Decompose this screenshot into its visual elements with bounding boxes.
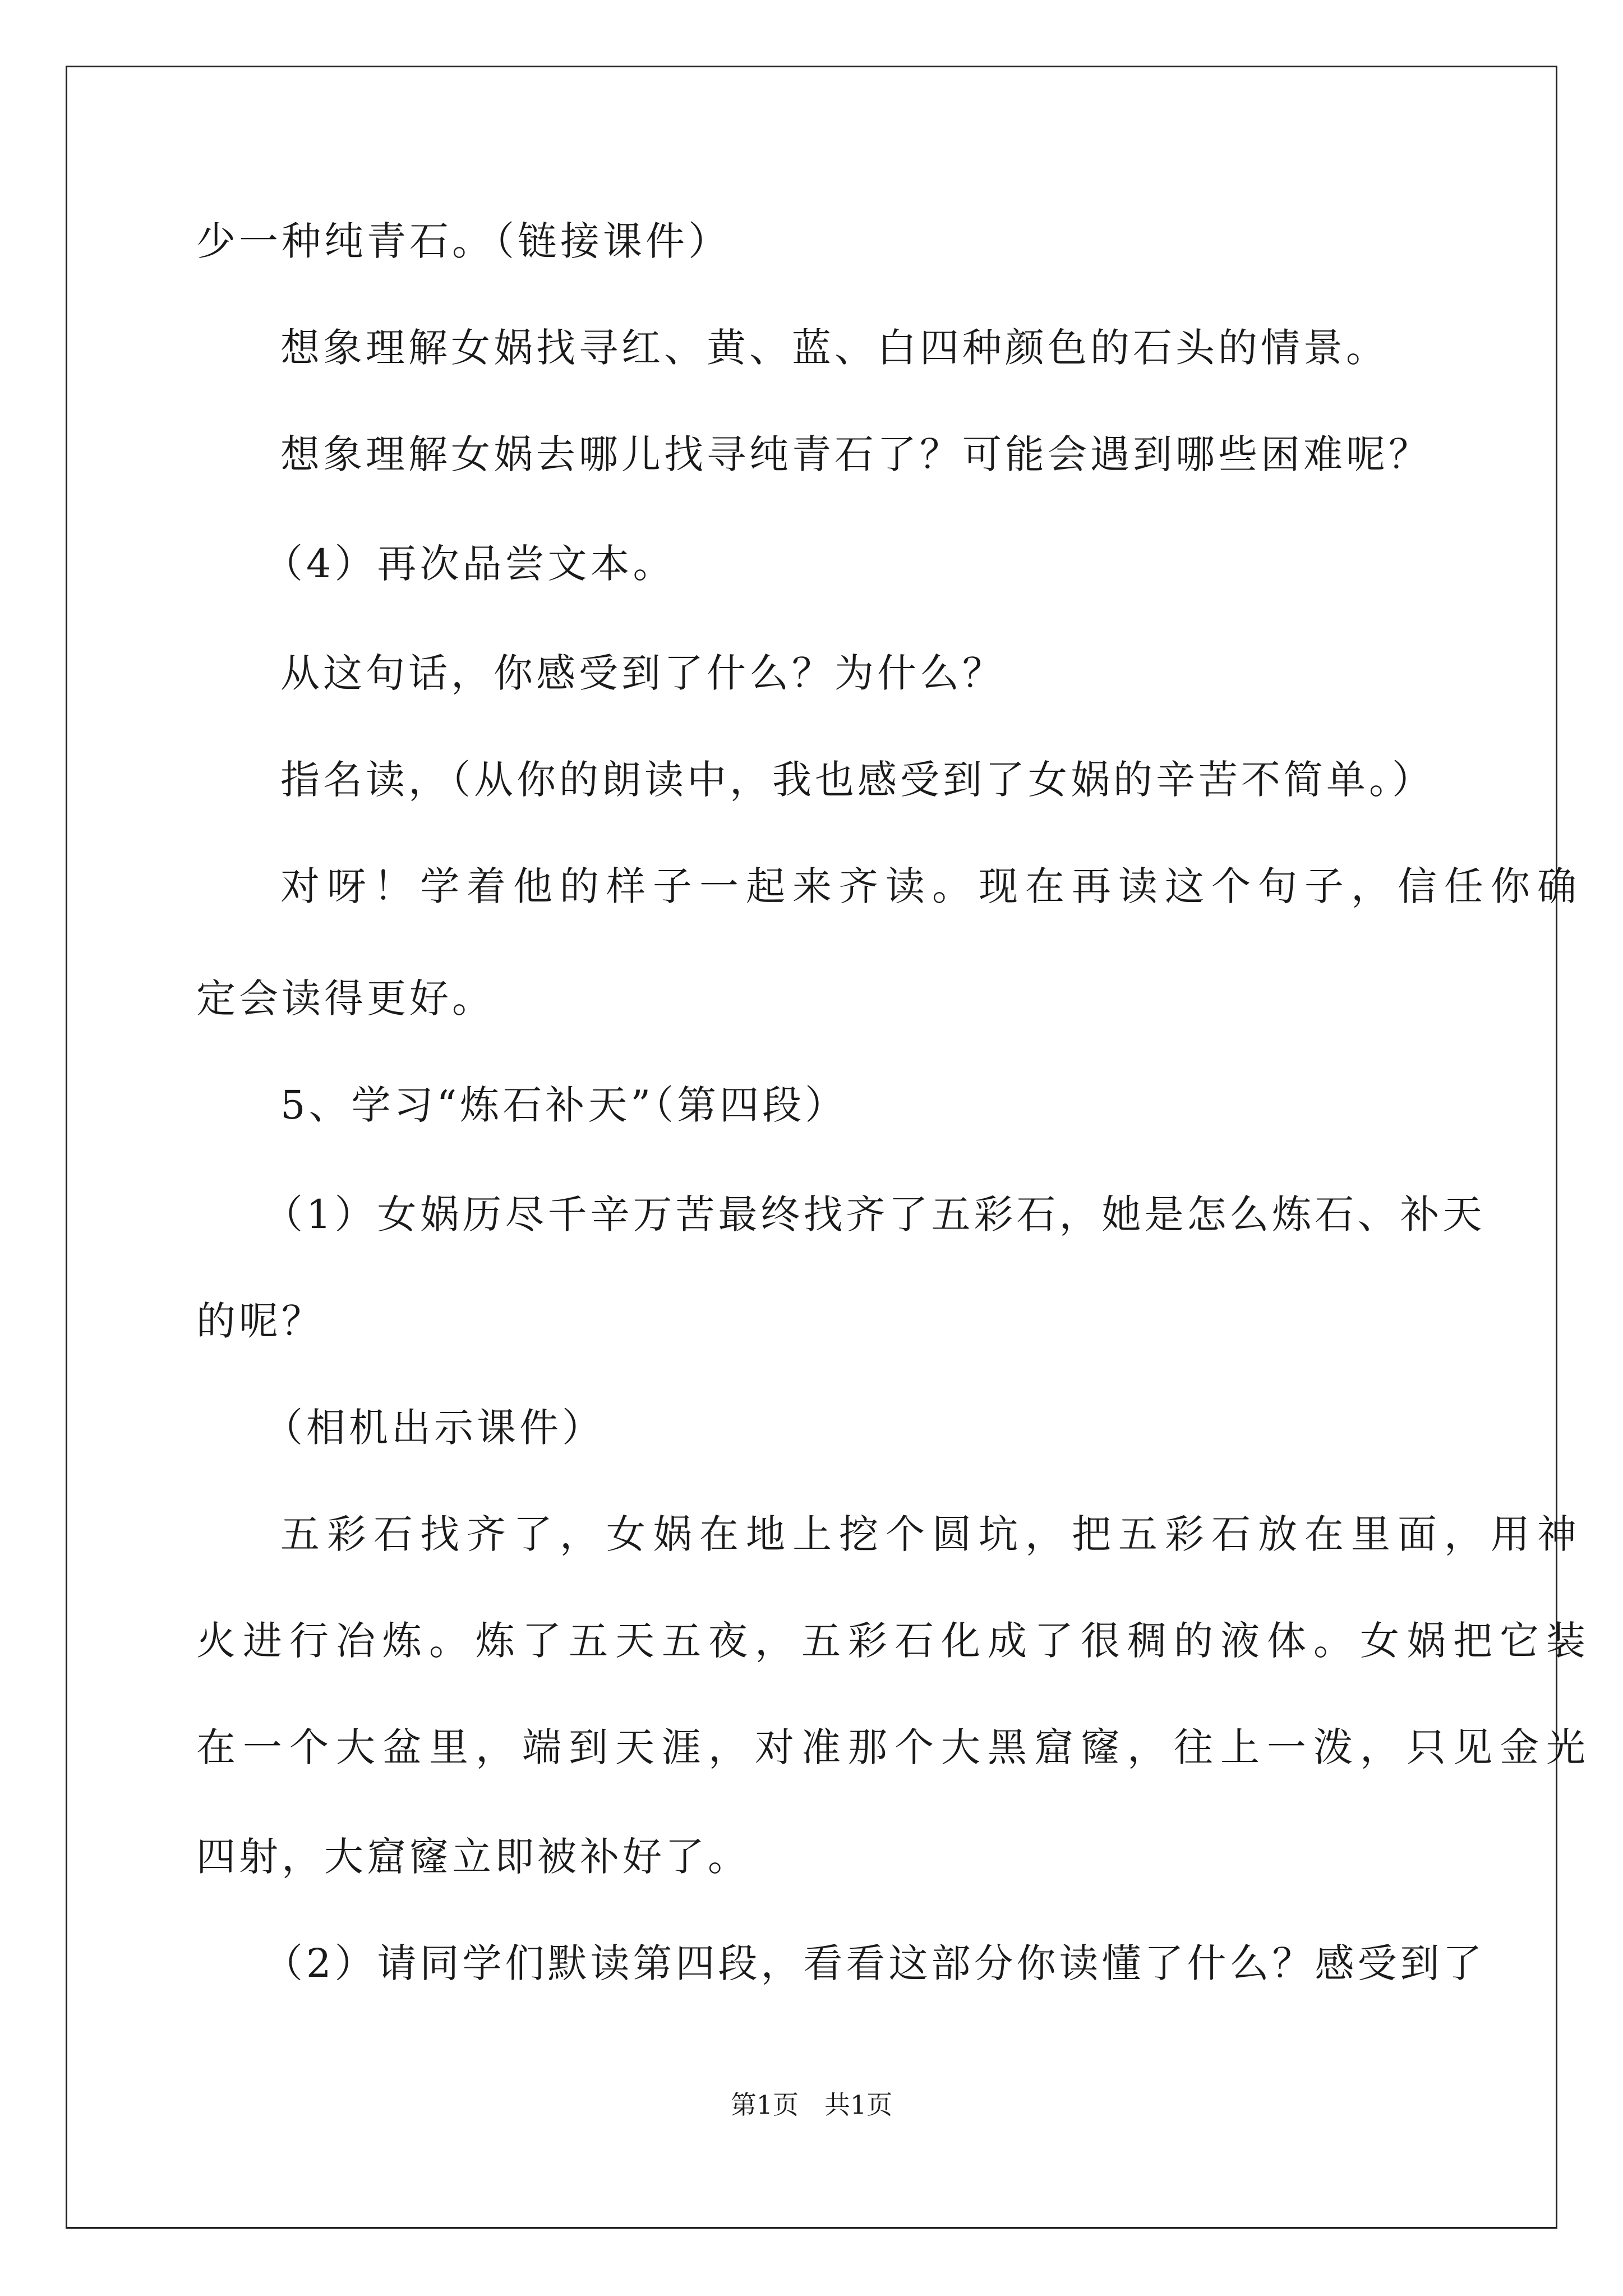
text-line: （2）请同学们默读第四段，看看这部分你读懂了什么？感受到了 <box>264 1940 1486 1986</box>
text-line: 5、学习“炼石补天”（第四段） <box>280 1082 848 1128</box>
text-line: 五彩石找齐了，女娲在地上挖个圆坑，把五彩石放在里面，用神 <box>280 1511 1584 1557</box>
text-line: 想象理解女娲找寻红、黄、蓝、白四种颜色的石头的情景。 <box>280 325 1389 371</box>
text-line: 对呀！学着他的样子一起来齐读。现在再读这个句子，信任你确 <box>280 863 1584 909</box>
text-line: 从这句话，你感受到了什么？为什么？ <box>280 650 1005 696</box>
text-line: 定会读得更好。 <box>196 976 495 1022</box>
text-line: 想象理解女娲去哪儿找寻纯青石了？可能会遇到哪些困难呢？ <box>280 431 1431 477</box>
text-line: （相机出示课件） <box>264 1405 605 1451</box>
text-line: （1）女娲历尽千辛万苦最终找齐了五彩石，她是怎么炼石、补天 <box>264 1191 1486 1237</box>
text-line: 四射，大窟窿立即被补好了。 <box>196 1834 750 1880</box>
text-line: 在一个大盆里，端到天涯，对准那个大黑窟窿，往上一泼，只见金光 <box>196 1724 1593 1770</box>
text-line: 火进行冶炼。炼了五天五夜，五彩石化成了很稠的液体。女娲把它装 <box>196 1618 1593 1664</box>
text-line: 少一种纯青石。（链接课件） <box>196 218 731 264</box>
text-line: 指名读，（从你的朗读中，我也感受到了女娲的辛苦不简单。） <box>280 757 1435 803</box>
text-line: 的呢？ <box>196 1298 324 1344</box>
text-line: （4）再次品尝文本。 <box>264 541 676 587</box>
page-border <box>66 66 1557 2229</box>
page-footer: 第1页 共1页 <box>730 2090 893 2120</box>
